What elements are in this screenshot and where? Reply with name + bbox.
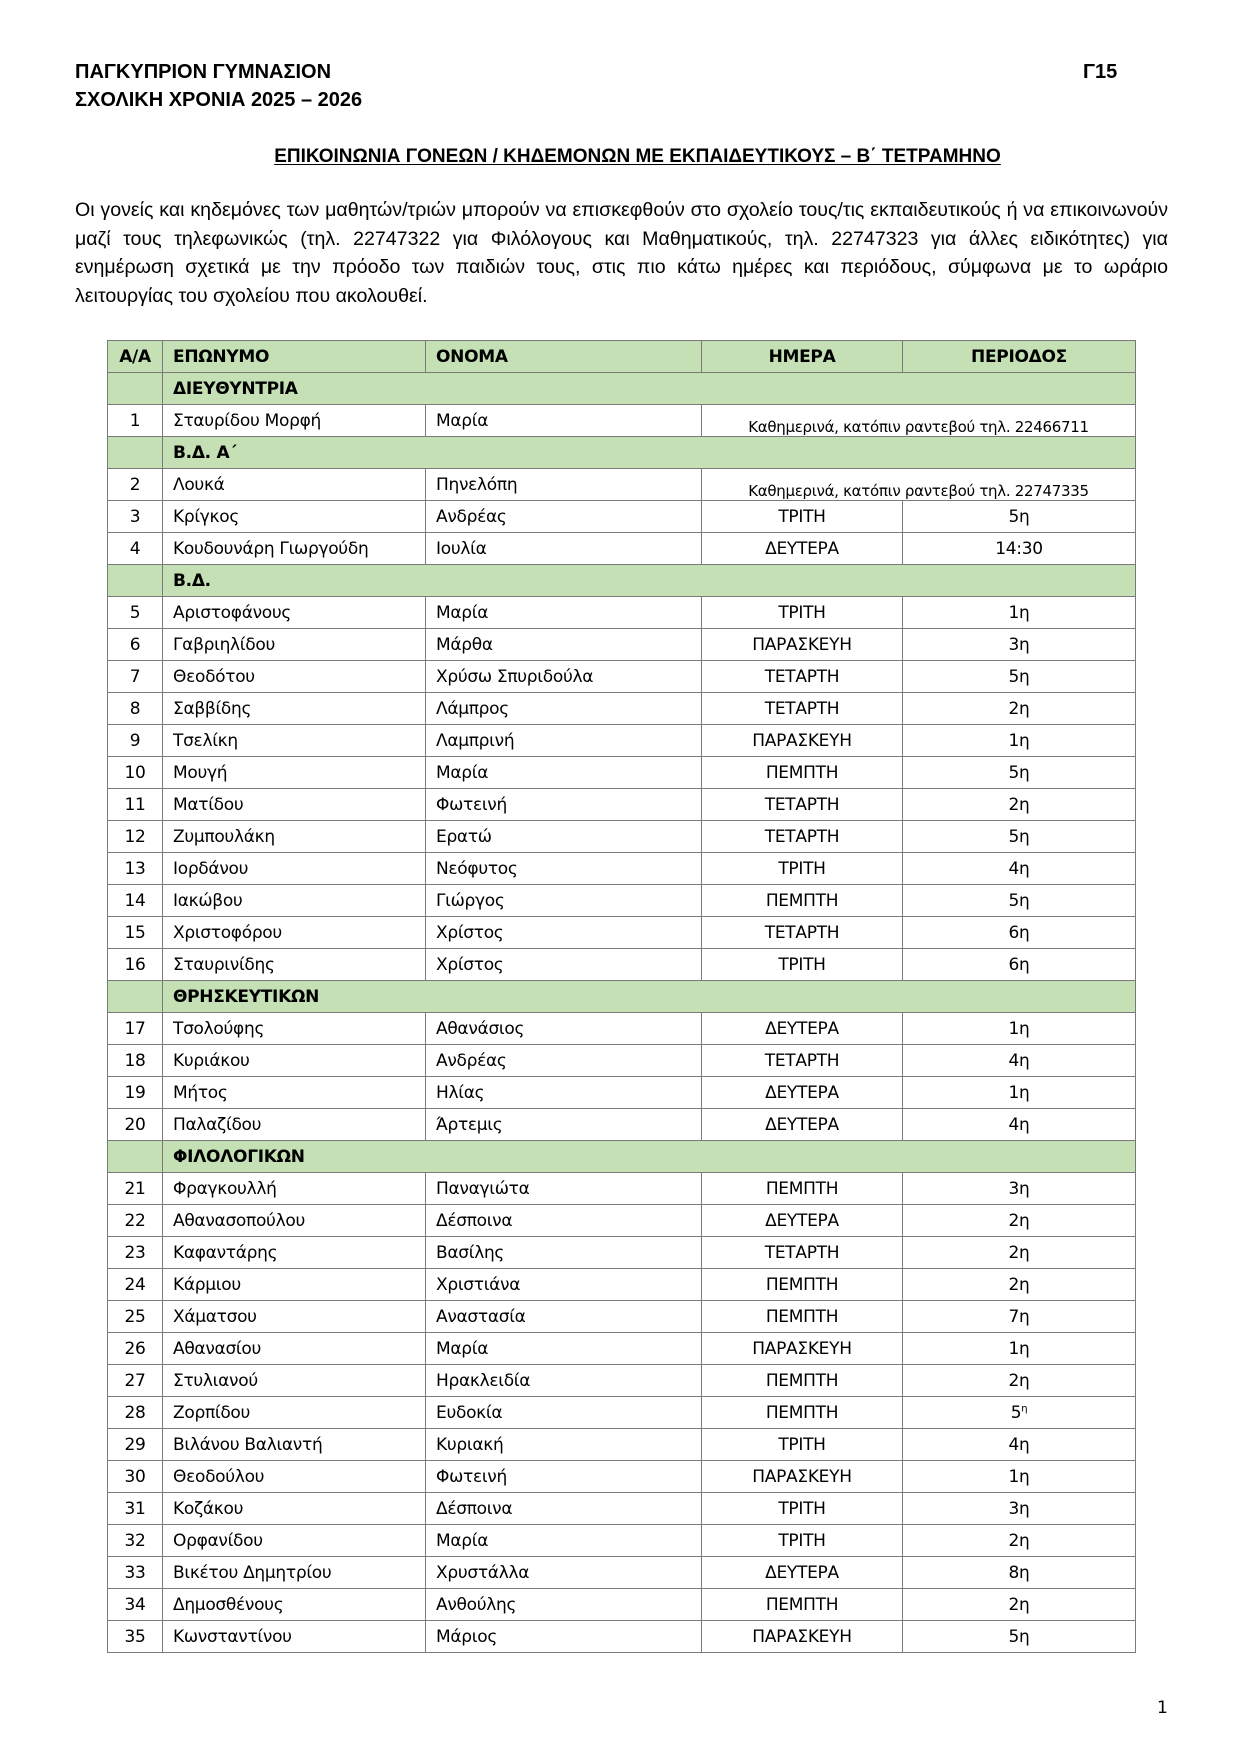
teacher-surname: Σαββίδης <box>163 693 426 725</box>
row-number: 11 <box>108 789 163 821</box>
table-row <box>108 1205 1136 1237</box>
teacher-name: Μαρία <box>426 597 702 629</box>
teacher-surname: Κοζάκου <box>163 1493 426 1525</box>
teacher-surname: Λουκά <box>163 469 426 501</box>
teacher-name: Φωτεινή <box>426 1461 702 1493</box>
row-number: 18 <box>108 1045 163 1077</box>
row-number: 22 <box>108 1205 163 1237</box>
visit-day: ΤΡΙΤΗ <box>702 1525 903 1557</box>
visit-day: ΤΡΙΤΗ <box>702 501 903 533</box>
teacher-surname: Αθανασοπούλου <box>163 1205 426 1237</box>
visit-day: ΤΕΤΑΡΤΗ <box>702 661 903 693</box>
visit-day: ΔΕΥΤΕΡΑ <box>702 1077 903 1109</box>
teacher-name: Παναγιώτα <box>426 1173 702 1205</box>
teacher-name: Νεόφυτος <box>426 853 702 885</box>
table-row <box>108 1013 1136 1045</box>
visit-period: 5η <box>903 1621 1136 1653</box>
visit-day: ΠΕΜΠΤΗ <box>702 1301 903 1333</box>
visit-period: 5η <box>903 821 1136 853</box>
table-row <box>108 1621 1136 1653</box>
visit-day: ΤΡΙΤΗ <box>702 1429 903 1461</box>
teacher-name: Μαρία <box>426 1525 702 1557</box>
teacher-name: Ανθούλης <box>426 1589 702 1621</box>
section-label: Β.Δ. Α΄ <box>163 437 1136 469</box>
visit-day: ΠΑΡΑΣΚΕΥΗ <box>702 725 903 757</box>
teacher-surname: Ιορδάνου <box>163 853 426 885</box>
teacher-name: Μαρία <box>426 405 702 437</box>
teacher-name: Άρτεμις <box>426 1109 702 1141</box>
visit-period: 1η <box>903 1013 1136 1045</box>
visit-day: ΠΑΡΑΣΚΕΥΗ <box>702 1461 903 1493</box>
row-number: 25 <box>108 1301 163 1333</box>
visit-day: ΔΕΥΤΕΡΑ <box>702 533 903 565</box>
table-row <box>108 533 1136 565</box>
visit-day: ΤΕΤΑΡΤΗ <box>702 1237 903 1269</box>
teacher-name: Ανδρέας <box>426 1045 702 1077</box>
section-label: ΔΙΕΥΘΥΝΤΡΙΑ <box>163 373 1136 405</box>
row-number: 35 <box>108 1621 163 1653</box>
teacher-surname: Αθανασίου <box>163 1333 426 1365</box>
visit-period: 4η <box>903 853 1136 885</box>
row-number: 26 <box>108 1333 163 1365</box>
visit-period: 2η <box>903 1525 1136 1557</box>
visit-period: 2η <box>903 693 1136 725</box>
table-row <box>108 693 1136 725</box>
visit-period: 14:30 <box>903 533 1136 565</box>
appointment-note: Καθημερινά, κατόπιν ραντεβού τηλ. 22466711 <box>702 405 1136 437</box>
appointment-note: Καθημερινά, κατόπιν ραντεβού τηλ. 22747335 <box>702 469 1136 501</box>
table-row <box>108 917 1136 949</box>
table-row <box>108 1109 1136 1141</box>
row-number: 12 <box>108 821 163 853</box>
teacher-schedule-table <box>107 340 1136 1653</box>
teacher-name: Λαμπρινή <box>426 725 702 757</box>
teacher-surname: Γαβριηλίδου <box>163 629 426 661</box>
teacher-name: Ερατώ <box>426 821 702 853</box>
page-title-text: ΕΠΙΚΟΙΝΩΝΙΑ ΓΟΝΕΩΝ / ΚΗΔΕΜΟΝΩΝ ΜΕ ΕΚΠΑΙΔΕΥΤΙΚΟΥΣ – Β΄ ΤΕΤΡΑΜΗΝΟ <box>274 146 1001 167</box>
row-number: 2 <box>108 469 163 501</box>
teacher-surname: Ορφανίδου <box>163 1525 426 1557</box>
column-header-day: ΗΜΕΡΑ <box>702 341 903 373</box>
table-body <box>108 373 1136 1653</box>
table-row <box>108 757 1136 789</box>
row-number: 29 <box>108 1429 163 1461</box>
teacher-name: Χριστιάνα <box>426 1269 702 1301</box>
table-row <box>108 1269 1136 1301</box>
teacher-name: Μάριος <box>426 1621 702 1653</box>
visit-day: ΠΑΡΑΣΚΕΥΗ <box>702 1333 903 1365</box>
row-number: 10 <box>108 757 163 789</box>
visit-day: ΔΕΥΤΕΡΑ <box>702 1013 903 1045</box>
section-no-cell <box>108 1141 163 1173</box>
visit-day: ΠΕΜΠΤΗ <box>702 1397 903 1429</box>
section-row <box>108 565 1136 597</box>
teacher-surname: Κάρμιου <box>163 1269 426 1301</box>
table-row <box>108 1173 1136 1205</box>
visit-day: ΠΕΜΠΤΗ <box>702 1269 903 1301</box>
teacher-surname: Κυριάκου <box>163 1045 426 1077</box>
visit-period <box>903 1397 1136 1429</box>
section-row <box>108 437 1136 469</box>
period-suffix: η <box>1021 1402 1028 1414</box>
visit-period: 5η <box>903 885 1136 917</box>
page-number: 1 <box>1157 1698 1168 1718</box>
table-row <box>108 1301 1136 1333</box>
period-value: 5 <box>1010 1402 1022 1423</box>
teacher-surname: Αριστοφάνους <box>163 597 426 629</box>
visit-period: 3η <box>903 1173 1136 1205</box>
table-row <box>108 1525 1136 1557</box>
teacher-surname: Κρίγκος <box>163 501 426 533</box>
visit-period: 2η <box>903 789 1136 821</box>
table-row <box>108 661 1136 693</box>
column-header-name: ΟΝΟΜΑ <box>426 341 702 373</box>
row-number: 27 <box>108 1365 163 1397</box>
teacher-surname: Μουγή <box>163 757 426 789</box>
visit-period: 2η <box>903 1237 1136 1269</box>
table-row <box>108 1429 1136 1461</box>
table-row <box>108 1589 1136 1621</box>
visit-period: 4η <box>903 1429 1136 1461</box>
table-row <box>108 1333 1136 1365</box>
row-number: 33 <box>108 1557 163 1589</box>
section-label: Β.Δ. <box>163 565 1136 597</box>
teacher-name: Πηνελόπη <box>426 469 702 501</box>
teacher-name: Ανδρέας <box>426 501 702 533</box>
teacher-surname: Βιλάνου Βαλιαντή <box>163 1429 426 1461</box>
school-name: ΠΑΓΚΥΠΡΙΟΝ ΓΥΜΝΑΣΙΟΝ <box>75 61 332 83</box>
table-row <box>108 885 1136 917</box>
section-no-cell <box>108 981 163 1013</box>
teacher-surname: Παλαζίδου <box>163 1109 426 1141</box>
visit-period: 2η <box>903 1589 1136 1621</box>
table-row <box>108 1557 1136 1589</box>
teacher-name: Βασίλης <box>426 1237 702 1269</box>
visit-day: ΤΡΙΤΗ <box>702 853 903 885</box>
teacher-surname: Χάματσου <box>163 1301 426 1333</box>
table-row <box>108 629 1136 661</box>
column-header-surname: ΕΠΩΝΥΜΟ <box>163 341 426 373</box>
visit-day: ΔΕΥΤΕΡΑ <box>702 1205 903 1237</box>
teacher-surname: Καφαντάρης <box>163 1237 426 1269</box>
teacher-name: Χρύσω Σπυριδούλα <box>426 661 702 693</box>
table-row <box>108 1461 1136 1493</box>
page-title <box>0 144 1241 170</box>
visit-day: ΠΕΜΠΤΗ <box>702 757 903 789</box>
row-number: 28 <box>108 1397 163 1429</box>
table-row <box>108 853 1136 885</box>
teacher-surname: Τσελίκη <box>163 725 426 757</box>
row-number: 4 <box>108 533 163 565</box>
teacher-name: Δέσποινα <box>426 1493 702 1525</box>
visit-period: 7η <box>903 1301 1136 1333</box>
row-number: 32 <box>108 1525 163 1557</box>
teacher-name: Ευδοκία <box>426 1397 702 1429</box>
row-number: 14 <box>108 885 163 917</box>
teacher-name: Χρυστάλλα <box>426 1557 702 1589</box>
teacher-surname: Ζορπίδου <box>163 1397 426 1429</box>
teacher-surname: Δημοσθένους <box>163 1589 426 1621</box>
visit-day: ΤΕΤΑΡΤΗ <box>702 917 903 949</box>
visit-period: 2η <box>903 1365 1136 1397</box>
teacher-surname: Ματίδου <box>163 789 426 821</box>
teacher-name: Αναστασία <box>426 1301 702 1333</box>
visit-period: 2η <box>903 1205 1136 1237</box>
visit-day: ΤΕΤΑΡΤΗ <box>702 1045 903 1077</box>
section-no-cell <box>108 565 163 597</box>
visit-period: 1η <box>903 1077 1136 1109</box>
visit-day: ΤΕΤΑΡΤΗ <box>702 821 903 853</box>
row-number: 16 <box>108 949 163 981</box>
teacher-name: Μάρθα <box>426 629 702 661</box>
row-number: 8 <box>108 693 163 725</box>
teacher-surname: Σταυρίδου Μορφή <box>163 405 426 437</box>
visit-period: 6η <box>903 949 1136 981</box>
visit-day: ΤΕΤΑΡΤΗ <box>702 789 903 821</box>
visit-period: 1η <box>903 1333 1136 1365</box>
table-row <box>108 1045 1136 1077</box>
visit-period: 1η <box>903 597 1136 629</box>
section-no-cell <box>108 437 163 469</box>
document-header <box>75 58 362 114</box>
table-row <box>108 949 1136 981</box>
row-number: 6 <box>108 629 163 661</box>
table-row <box>108 789 1136 821</box>
table-row <box>108 501 1136 533</box>
teacher-surname: Βικέτου Δημητρίου <box>163 1557 426 1589</box>
teacher-name: Μαρία <box>426 757 702 789</box>
teacher-surname: Κουδουνάρη Γιωργούδη <box>163 533 426 565</box>
visit-day: ΠΑΡΑΣΚΕΥΗ <box>702 629 903 661</box>
row-number: 23 <box>108 1237 163 1269</box>
teacher-surname: Μήτος <box>163 1077 426 1109</box>
teacher-surname: Ιακώβου <box>163 885 426 917</box>
row-number: 9 <box>108 725 163 757</box>
visit-day: ΤΕΤΑΡΤΗ <box>702 693 903 725</box>
visit-day: ΔΕΥΤΕΡΑ <box>702 1109 903 1141</box>
column-header-period: ΠΕΡΙΟΔΟΣ <box>903 341 1136 373</box>
visit-day: ΤΡΙΤΗ <box>702 1493 903 1525</box>
section-label: ΦΙΛΟΛΟΓΙΚΩΝ <box>163 1141 1136 1173</box>
visit-day: ΠΕΜΠΤΗ <box>702 1365 903 1397</box>
table-row <box>108 725 1136 757</box>
table-row <box>108 469 1136 501</box>
column-header-no: Α/Α <box>108 341 163 373</box>
teacher-surname: Χριστοφόρου <box>163 917 426 949</box>
teacher-surname: Θεοδότου <box>163 661 426 693</box>
school-year: ΣΧΟΛΙΚΗ ΧΡΟΝΙΑ 2025 – 2026 <box>75 89 363 111</box>
row-number: 15 <box>108 917 163 949</box>
table-row <box>108 597 1136 629</box>
row-number: 19 <box>108 1077 163 1109</box>
visit-period: 8η <box>903 1557 1136 1589</box>
row-number: 5 <box>108 597 163 629</box>
teacher-surname: Τσολούφης <box>163 1013 426 1045</box>
intro-paragraph: Οι γονείς και κηδεμόνες των μαθητών/τριών μπορούν να επισκεφθούν στο σχολείο τους/τις εκπαιδευτικούς ή να επικοινωνούν μαζί τους τηλεφωνικώς (τηλ. 22747322 για Φιλόλογους και Μαθηματικούς, τηλ. 22747323 για άλλες ειδικότητες) για ενημέρωση σχετικά με την πρόοδο των παιδιών τους, στις πιο κάτω ημέρες και περιόδους, σύμφωνα με το ωράριο λειτουργίας του σχολείου που ακολουθεί. <box>75 199 1168 307</box>
row-number: 1 <box>108 405 163 437</box>
section-row <box>108 981 1136 1013</box>
teacher-name: Χρίστος <box>426 949 702 981</box>
teacher-surname: Στυλιανού <box>163 1365 426 1397</box>
visit-day: ΤΡΙΤΗ <box>702 597 903 629</box>
visit-day: ΠΕΜΠΤΗ <box>702 1173 903 1205</box>
visit-period: 2η <box>903 1269 1136 1301</box>
section-row <box>108 373 1136 405</box>
visit-day: ΔΕΥΤΕΡΑ <box>702 1557 903 1589</box>
teacher-name: Δέσποινα <box>426 1205 702 1237</box>
table-row <box>108 1365 1136 1397</box>
row-number: 3 <box>108 501 163 533</box>
row-number: 31 <box>108 1493 163 1525</box>
visit-day: ΤΡΙΤΗ <box>702 949 903 981</box>
visit-period: 4η <box>903 1109 1136 1141</box>
teacher-name: Γιώργος <box>426 885 702 917</box>
visit-period: 5η <box>903 757 1136 789</box>
row-number: 34 <box>108 1589 163 1621</box>
table-row <box>108 1493 1136 1525</box>
teacher-name: Λάμπρος <box>426 693 702 725</box>
table-row <box>108 821 1136 853</box>
teacher-name: Ιουλία <box>426 533 702 565</box>
table-row <box>108 1237 1136 1269</box>
table-row <box>108 1077 1136 1109</box>
row-number: 21 <box>108 1173 163 1205</box>
visit-day: ΠΕΜΠΤΗ <box>702 1589 903 1621</box>
visit-period: 1η <box>903 725 1136 757</box>
section-row <box>108 1141 1136 1173</box>
teacher-name: Κυριακή <box>426 1429 702 1461</box>
teacher-surname: Ζυμπουλάκη <box>163 821 426 853</box>
visit-period: 6η <box>903 917 1136 949</box>
visit-day: ΠΕΜΠΤΗ <box>702 885 903 917</box>
visit-period: 3η <box>903 1493 1136 1525</box>
teacher-name: Μαρία <box>426 1333 702 1365</box>
row-number: 13 <box>108 853 163 885</box>
section-label: ΘΡΗΣΚΕΥΤΙΚΩΝ <box>163 981 1136 1013</box>
visit-period: 5η <box>903 501 1136 533</box>
visit-period: 5η <box>903 661 1136 693</box>
row-number: 30 <box>108 1461 163 1493</box>
teacher-surname: Κωνσταντίνου <box>163 1621 426 1653</box>
visit-day: ΠΑΡΑΣΚΕΥΗ <box>702 1621 903 1653</box>
section-no-cell <box>108 373 163 405</box>
table-row <box>108 405 1136 437</box>
visit-period: 4η <box>903 1045 1136 1077</box>
row-number: 20 <box>108 1109 163 1141</box>
row-number: 7 <box>108 661 163 693</box>
teacher-name: Ηρακλειδία <box>426 1365 702 1397</box>
visit-period: 1η <box>903 1461 1136 1493</box>
table-row <box>108 1397 1136 1429</box>
teacher-surname: Θεοδούλου <box>163 1461 426 1493</box>
teacher-name: Αθανάσιος <box>426 1013 702 1045</box>
visit-period: 3η <box>903 629 1136 661</box>
row-number: 17 <box>108 1013 163 1045</box>
document-code: Γ15 <box>1083 61 1118 83</box>
teacher-surname: Σταυρινίδης <box>163 949 426 981</box>
teacher-name: Χρίστος <box>426 917 702 949</box>
table-header-row <box>108 341 1136 373</box>
teacher-name: Φωτεινή <box>426 789 702 821</box>
teacher-surname: Φραγκουλλή <box>163 1173 426 1205</box>
teacher-name: Ηλίας <box>426 1077 702 1109</box>
row-number: 24 <box>108 1269 163 1301</box>
